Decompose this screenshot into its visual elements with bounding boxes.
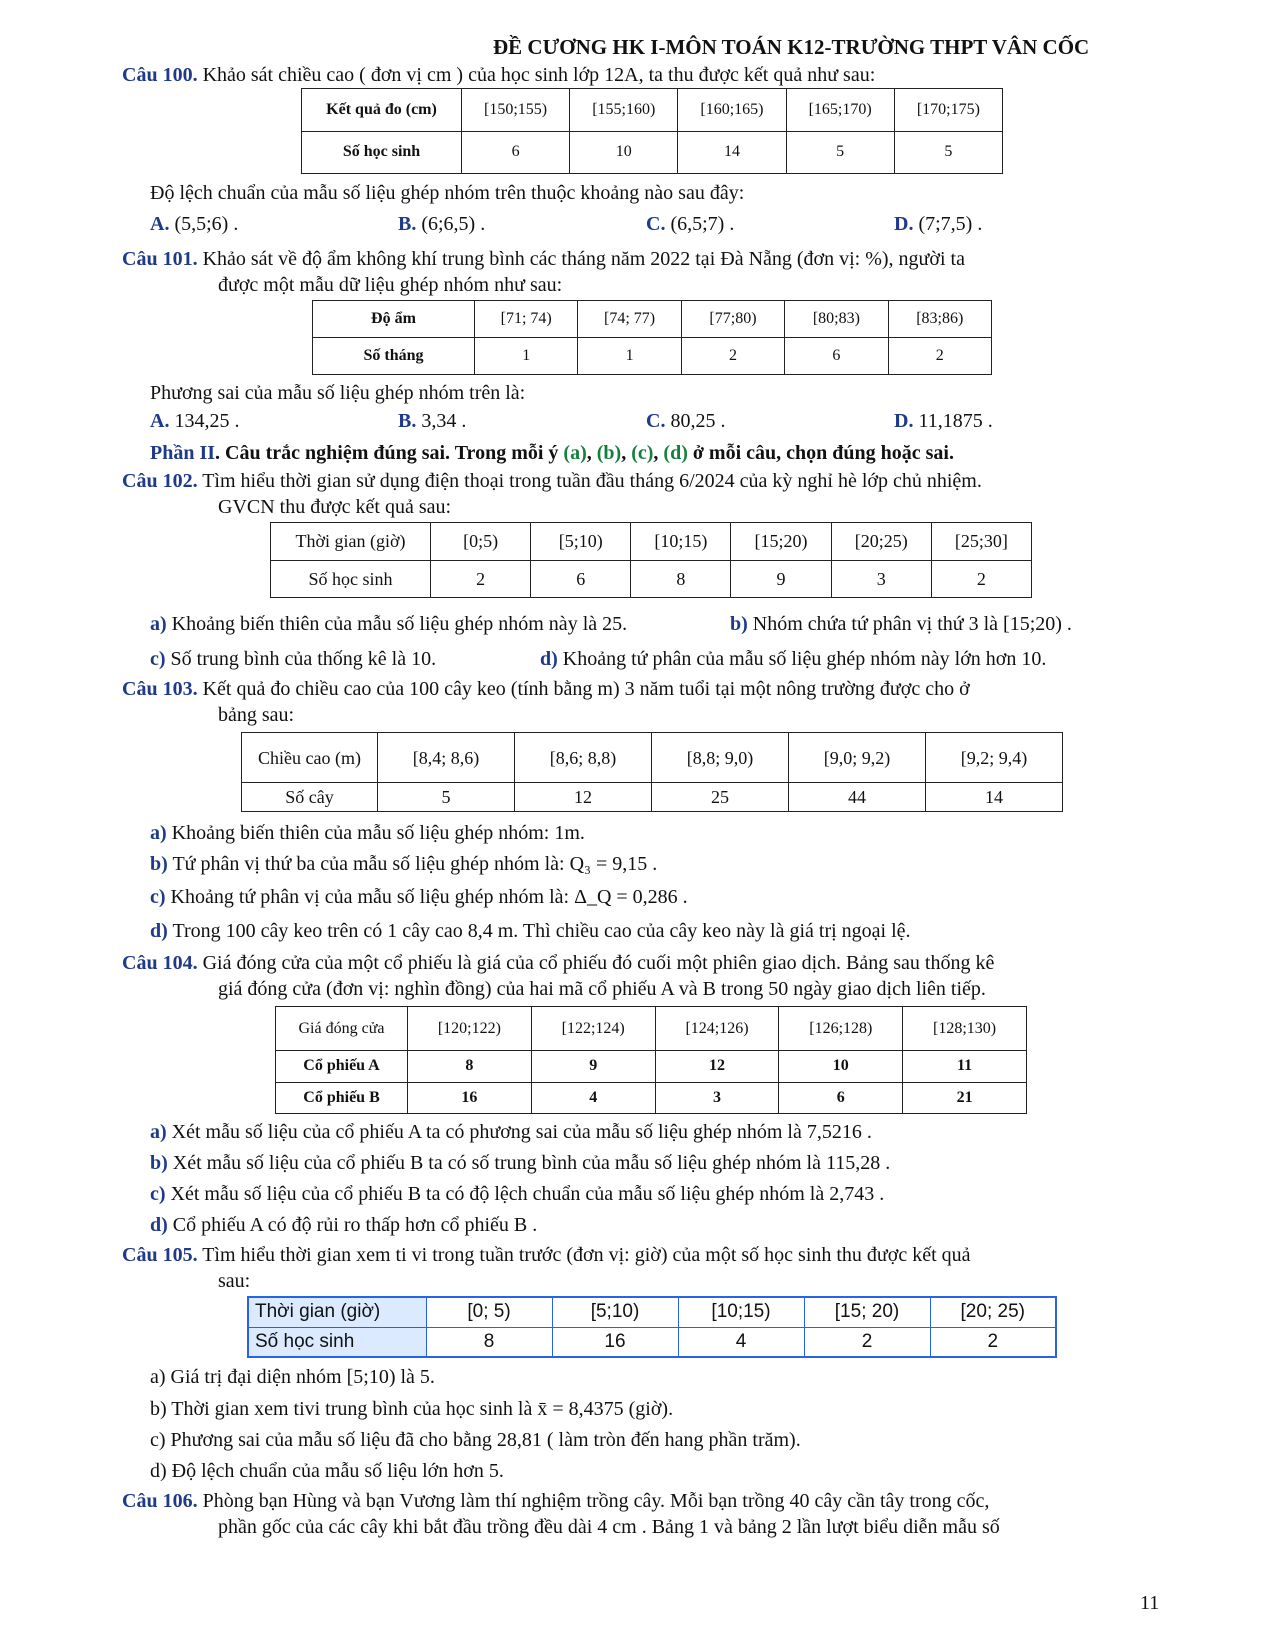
- table-cell: [150;155): [462, 89, 570, 132]
- table-cell: [8,4; 8,6): [378, 733, 515, 783]
- table-cell: [165;170): [786, 89, 894, 132]
- table-cell: 44: [789, 783, 926, 812]
- question-105: Câu 105. Tìm hiểu thời gian xem ti vi trong tuần trước (đơn vị: giờ) của một số học sinh thu được kết quả: [122, 1244, 971, 1266]
- statement-c: c) Xét mẫu số liệu của cổ phiếu B ta có độ lệch chuẩn của mẫu số liệu ghép nhóm là 2,743 .: [150, 1183, 885, 1205]
- table-cell: 25: [652, 783, 789, 812]
- table-cell: 5: [786, 131, 894, 174]
- table-cell: 6: [785, 338, 888, 375]
- table-cell: [9,0; 9,2): [789, 733, 926, 783]
- option-d: D. (7;7,5) .: [894, 213, 983, 235]
- table-cell: [20; 25): [930, 1297, 1056, 1327]
- table-cell: [124;126): [655, 1007, 779, 1051]
- table-cell: Thời gian (giờ): [271, 523, 431, 561]
- table-cell: [122;124): [531, 1007, 655, 1051]
- table-cell: 14: [926, 783, 1063, 812]
- table-cell: 8: [408, 1051, 532, 1083]
- table-q101: [312, 300, 992, 375]
- table-cell: 16: [552, 1327, 678, 1357]
- table-cell: Số học sinh: [302, 131, 462, 174]
- table-cell: [126;128): [779, 1007, 903, 1051]
- question-label: Câu 100.: [122, 64, 198, 86]
- table-cell: Giá đóng cửa: [276, 1007, 408, 1051]
- table-cell: 3: [655, 1082, 779, 1114]
- statement-d: d) Trong 100 cây keo trên có 1 cây cao 8,4 m. Thì chiều cao của cây keo này là giá trị ngoại lệ.: [150, 920, 911, 942]
- table-cell: [160;165): [678, 89, 786, 132]
- table-cell: 6: [531, 560, 631, 598]
- table-cell: 2: [681, 338, 784, 375]
- table-cell: 14: [678, 131, 786, 174]
- table-cell: 8: [426, 1327, 552, 1357]
- table-cell: [120;122): [408, 1007, 532, 1051]
- question-104: Câu 104. Giá đóng cửa của một cổ phiếu là giá của cổ phiếu đó cuối một phiên giao dịch. Bảng sau thống kê: [122, 952, 995, 974]
- statement-d: d) Khoảng tứ phân của mẫu số liệu ghép nhóm này lớn hơn 10.: [540, 648, 1047, 670]
- table-cell: [83;86): [888, 301, 991, 338]
- table-cell: 3: [831, 560, 931, 598]
- table-cell: [10;15): [631, 523, 731, 561]
- table-header-row: [313, 301, 992, 338]
- table-cell: [8,6; 8,8): [515, 733, 652, 783]
- question-text-cont: được một mẫu dữ liệu ghép nhóm như sau:: [218, 274, 563, 296]
- table-cell: 12: [515, 783, 652, 812]
- statement-b: b) Nhóm chứa tứ phân vị thứ 3 là [15;20) .: [730, 613, 1072, 635]
- table-q104: [275, 1006, 1027, 1114]
- statement-b: b) Tứ phân vị thứ ba của mẫu số liệu ghép nhóm là: Q₃ = 9,15 .: [150, 853, 658, 875]
- table-cell: [74; 77): [578, 301, 681, 338]
- table-cell: Số tháng: [313, 338, 475, 375]
- question-text-cont: giá đóng cửa (đơn vị: nghìn đồng) của hai mã cổ phiếu A và B trong 50 ngày giao dịch liên tiếp.: [218, 978, 986, 1000]
- table-cell: Thời gian (giờ): [248, 1297, 426, 1327]
- table-cell: [0; 5): [426, 1297, 552, 1327]
- table-row: [271, 560, 1032, 598]
- question-prompt: Phương sai của mẫu số liệu ghép nhóm trên là:: [150, 382, 526, 404]
- statement-a: a) Xét mẫu số liệu của cổ phiếu A ta có phương sai của mẫu số liệu ghép nhóm là 7,5216 .: [150, 1121, 872, 1143]
- table-header-row: [248, 1297, 1056, 1327]
- option-b: B. (6;6,5) .: [398, 213, 486, 235]
- table-cell: [5;10): [531, 523, 631, 561]
- table-cell: Kết quả đo (cm): [302, 89, 462, 132]
- table-cell: [10;15): [678, 1297, 804, 1327]
- section-heading: Phần II. Câu trắc nghiệm đúng sai. Trong mỗi ý (a), (b), (c), (d) ở mỗi câu, chọn đúng hoặc sai.: [150, 442, 954, 464]
- table-header-row: [242, 733, 1063, 783]
- table-cell: 6: [462, 131, 570, 174]
- question-text: Khảo sát chiều cao ( đơn vị cm ) của học sinh lớp 12A, ta thu được kết quả như sau:: [202, 64, 876, 86]
- table-q100: [301, 88, 1003, 174]
- table-cell: [25;30]: [931, 523, 1031, 561]
- table-row: [248, 1327, 1056, 1357]
- question-102: Câu 102. Tìm hiểu thời gian sử dụng điện thoại trong tuần đầu tháng 6/2024 của kỳ nghỉ hè lớp chủ nhiệm.: [122, 470, 982, 492]
- statement-b: b) Thời gian xem tivi trung bình của học sinh là x̄ = 8,4375 (giờ).: [150, 1398, 674, 1420]
- question-101: Câu 101. Khảo sát về độ ẩm không khí trung bình các tháng năm 2022 tại Đà Nẵng (đơn vị: %), người ta: [122, 248, 965, 270]
- table-cell: 10: [570, 131, 678, 174]
- page-number: 11: [1140, 1592, 1160, 1614]
- question-103: Câu 103. Kết quả đo chiều cao của 100 cây keo (tính bằng m) 3 năm tuổi tại một nông trường được cho ở: [122, 678, 970, 700]
- table-cell: [155;160): [570, 89, 678, 132]
- statement-c: c) Khoảng tứ phân vị của mẫu số liệu ghép nhóm là: Δ_Q = 0,286 .: [150, 886, 688, 908]
- option-c: C. 80,25 .: [646, 410, 726, 432]
- table-cell: [80;83): [785, 301, 888, 338]
- table-cell: 10: [779, 1051, 903, 1083]
- page-header: ĐỀ CƯƠNG HK I-MÔN TOÁN K12-TRƯỜNG THPT VÂN CỐC: [493, 35, 1090, 59]
- question-text-cont: phần gốc của các cây khi bắt đầu trồng đều dài 4 cm . Bảng 1 và bảng 2 lần lượt biểu diễn mẫu số: [218, 1516, 1000, 1538]
- question-prompt: Độ lệch chuẩn của mẫu số liệu ghép nhóm trên thuộc khoảng nào sau đây:: [150, 182, 745, 204]
- question-100: [122, 62, 875, 88]
- table-cell: [15; 20): [804, 1297, 930, 1327]
- table-cell: 2: [931, 560, 1031, 598]
- statement-d: d) Cổ phiếu A có độ rủi ro thấp hơn cổ phiếu B .: [150, 1214, 538, 1236]
- option-a: A. (5,5;6) .: [150, 213, 239, 235]
- option-d: D. 11,1875 .: [894, 410, 993, 432]
- statement-c: c) Số trung bình của thống kê là 10.: [150, 648, 437, 670]
- table-cell: 16: [408, 1082, 532, 1114]
- option-b: B. 3,34 .: [398, 410, 467, 432]
- question-text-cont: bảng sau:: [218, 704, 295, 726]
- table-cell: [170;175): [894, 89, 1002, 132]
- table-cell: Số học sinh: [248, 1327, 426, 1357]
- statement-d: d) Độ lệch chuẩn của mẫu số liệu lớn hơn 5.: [150, 1460, 504, 1482]
- table-cell: 12: [655, 1051, 779, 1083]
- table-cell: 2: [804, 1327, 930, 1357]
- table-cell: 1: [578, 338, 681, 375]
- question-text-cont: GVCN thu được kết quả sau:: [218, 496, 452, 518]
- table-cell: Cổ phiếu B: [276, 1082, 408, 1114]
- table-cell: 5: [894, 131, 1002, 174]
- table-cell: 5: [378, 783, 515, 812]
- statement-c: c) Phương sai của mẫu số liệu đã cho bằng 28,81 ( làm tròn đến hang phần trăm).: [150, 1429, 801, 1451]
- statement-a: a) Giá trị đại diện nhóm [5;10) là 5.: [150, 1366, 435, 1388]
- table-row: [313, 338, 992, 375]
- table-cell: 1: [475, 338, 578, 375]
- table-cell: [5;10): [552, 1297, 678, 1327]
- table-cell: 9: [731, 560, 831, 598]
- table-cell: [77;80): [681, 301, 784, 338]
- table-cell: Cổ phiếu A: [276, 1051, 408, 1083]
- table-q105: [247, 1296, 1057, 1358]
- table-cell: Độ ẩm: [313, 301, 475, 338]
- table-header-row: [271, 523, 1032, 561]
- table-q103: [241, 732, 1063, 812]
- table-cell: [9,2; 9,4): [926, 733, 1063, 783]
- table-cell: [0;5): [431, 523, 531, 561]
- table-cell: [71; 74): [475, 301, 578, 338]
- table-cell: [128;130): [903, 1007, 1027, 1051]
- table-cell: [15;20): [731, 523, 831, 561]
- table-row: [276, 1082, 1027, 1114]
- table-row: [242, 783, 1063, 812]
- table-cell: 2: [888, 338, 991, 375]
- table-cell: 11: [903, 1051, 1027, 1083]
- table-q102: [270, 522, 1032, 598]
- table-cell: 4: [678, 1327, 804, 1357]
- table-cell: 9: [531, 1051, 655, 1083]
- table-cell: 21: [903, 1082, 1027, 1114]
- table-header-row: [276, 1007, 1027, 1051]
- statement-a: a) Khoảng biến thiên của mẫu số liệu ghép nhóm: 1m.: [150, 822, 585, 844]
- option-a: A. 134,25 .: [150, 410, 240, 432]
- table-cell: Chiều cao (m): [242, 733, 378, 783]
- table-row: [302, 131, 1003, 174]
- table-cell: 2: [431, 560, 531, 598]
- statement-b: b) Xét mẫu số liệu của cổ phiếu B ta có số trung bình của mẫu số liệu ghép nhóm là 115,28 .: [150, 1152, 891, 1174]
- table-row: [276, 1051, 1027, 1083]
- table-cell: [20;25): [831, 523, 931, 561]
- table-cell: 6: [779, 1082, 903, 1114]
- table-cell: 2: [930, 1327, 1056, 1357]
- table-cell: Số cây: [242, 783, 378, 812]
- table-cell: Số học sinh: [271, 560, 431, 598]
- option-c: C. (6,5;7) .: [646, 213, 735, 235]
- statement-a: a) Khoảng biến thiên của mẫu số liệu ghép nhóm này là 25.: [150, 613, 628, 635]
- question-106: Câu 106. Phòng bạn Hùng và bạn Vương làm thí nghiệm trồng cây. Mỗi bạn trồng 40 cây cần tây trong cốc,: [122, 1490, 990, 1512]
- table-header-row: [302, 89, 1003, 132]
- table-cell: 4: [531, 1082, 655, 1114]
- question-text-cont: sau:: [218, 1270, 251, 1292]
- table-cell: 8: [631, 560, 731, 598]
- table-cell: [8,8; 9,0): [652, 733, 789, 783]
